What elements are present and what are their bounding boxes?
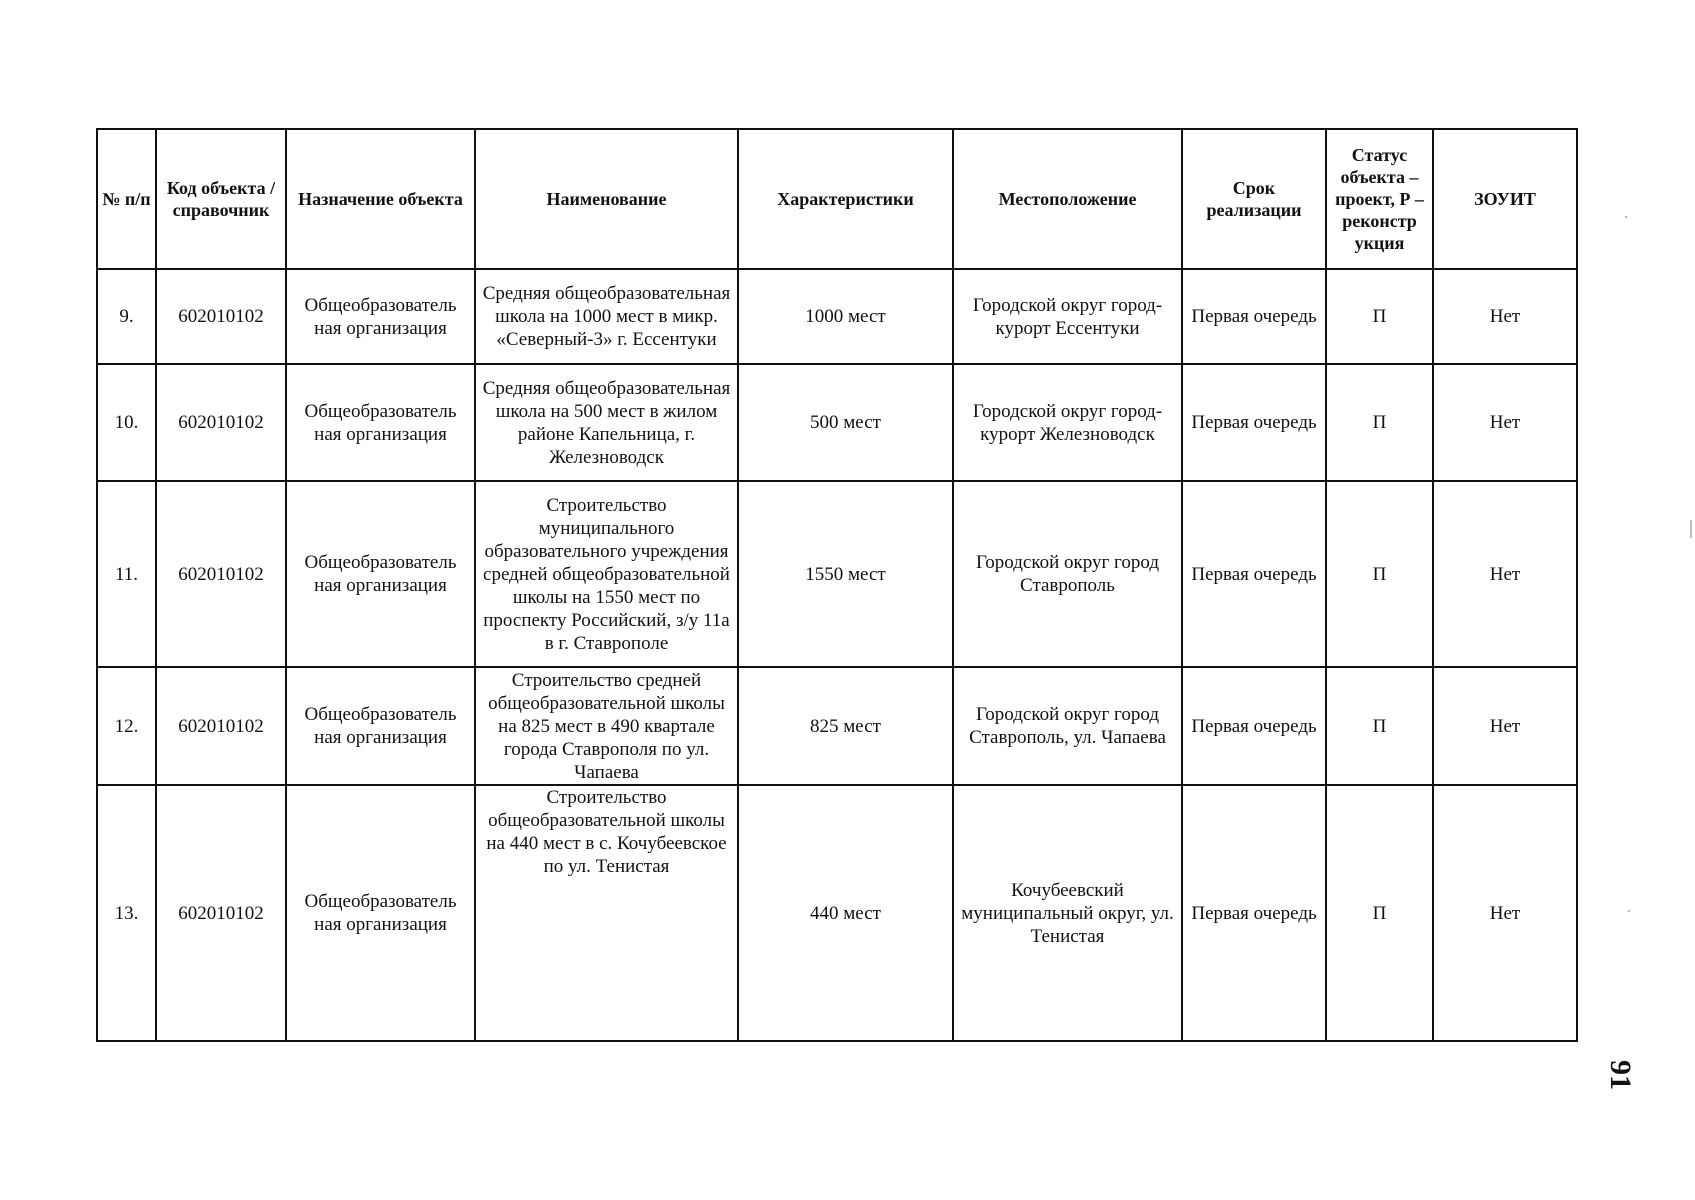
cell-zouit: Нет xyxy=(1433,481,1577,667)
cell-status: П xyxy=(1326,269,1433,364)
cell-term: Первая очередь xyxy=(1182,269,1326,364)
cell-code: 602010102 xyxy=(156,667,286,785)
cell-name: Средняя общеобразовательная школа на 500 мест в жилом районе Капельница, г. Железноводск xyxy=(475,364,738,481)
cell-code: 602010102 xyxy=(156,364,286,481)
cell-status: П xyxy=(1326,785,1433,1041)
cell-purpose: Общеобразователь ная организация xyxy=(286,481,475,667)
cell-term: Первая очередь xyxy=(1182,481,1326,667)
header-zouit: ЗОУИТ xyxy=(1433,129,1577,269)
cell-location: Городской округ город Ставрополь, ул. Чапаева xyxy=(953,667,1182,785)
cell-status: П xyxy=(1326,667,1433,785)
header-status: Статус объекта – проект, Р – реконстр укция xyxy=(1326,129,1433,269)
header-name: Наименование xyxy=(475,129,738,269)
cell-term: Первая очередь xyxy=(1182,667,1326,785)
cell-num: 12. xyxy=(97,667,156,785)
cell-name: Средняя общеобразовательная школа на 1000 мест в микр. «Северный-3» г. Ессентуки xyxy=(475,269,738,364)
header-characteristics: Характеристики xyxy=(738,129,953,269)
cell-zouit: Нет xyxy=(1433,785,1577,1041)
table-row xyxy=(97,481,1577,667)
cell-characteristics: 1000 мест xyxy=(738,269,953,364)
cell-num: 11. xyxy=(97,481,156,667)
cell-characteristics: 825 мест xyxy=(738,667,953,785)
table-header-row xyxy=(97,129,1577,269)
cell-status: П xyxy=(1326,364,1433,481)
cell-num: 13. xyxy=(97,785,156,1041)
cell-name: Строительство общеобразовательной школы на 440 мест в с. Кочубеевское по ул. Тенистая xyxy=(475,785,738,1041)
cell-characteristics: 1550 мест xyxy=(738,481,953,667)
cell-name: Строительство средней общеобразовательной школы на 825 мест в 490 квартале города Ставрополя по ул. Чапаева xyxy=(475,667,738,785)
cell-location: Городской округ город-курорт Железноводск xyxy=(953,364,1182,481)
header-term: Срок реализации xyxy=(1182,129,1326,269)
table-row xyxy=(97,269,1577,364)
header-code: Код объекта / справочник xyxy=(156,129,286,269)
cell-code: 602010102 xyxy=(156,481,286,667)
cell-zouit: Нет xyxy=(1433,364,1577,481)
cell-term: Первая очередь xyxy=(1182,364,1326,481)
table-row xyxy=(97,364,1577,481)
scan-edge-mark xyxy=(1690,520,1692,538)
header-location: Местоположение xyxy=(953,129,1182,269)
cell-term: Первая очередь xyxy=(1182,785,1326,1041)
cell-location: Городской округ город Ставрополь xyxy=(953,481,1182,667)
cell-status: П xyxy=(1326,481,1433,667)
cell-purpose: Общеобразователь ная организация xyxy=(286,667,475,785)
page-number: 91 xyxy=(1604,1060,1637,1090)
cell-code: 602010102 xyxy=(156,269,286,364)
cell-name: Строительство муниципального образовательного учреждения средней общеобразовательной школы на 1550 мест по проспекту Российский, з/у 11а в г. Ставрополе xyxy=(475,481,738,667)
cell-location: Кочубеевский муниципальный округ, ул. Тенистая xyxy=(953,785,1182,1041)
header-purpose: Назначение объекта xyxy=(286,129,475,269)
cell-characteristics: 500 мест xyxy=(738,364,953,481)
scan-speck xyxy=(1625,216,1627,218)
cell-num: 10. xyxy=(97,364,156,481)
scan-speck xyxy=(1628,910,1630,912)
cell-characteristics: 440 мест xyxy=(738,785,953,1041)
cell-code: 602010102 xyxy=(156,785,286,1041)
cell-purpose: Общеобразователь ная организация xyxy=(286,364,475,481)
cell-num: 9. xyxy=(97,269,156,364)
cell-location: Городской округ город-курорт Ессентуки xyxy=(953,269,1182,364)
cell-purpose: Общеобразователь ная организация xyxy=(286,785,475,1041)
cell-zouit: Нет xyxy=(1433,269,1577,364)
cell-zouit: Нет xyxy=(1433,667,1577,785)
objects-table xyxy=(96,128,1578,1042)
cell-purpose: Общеобразователь ная организация xyxy=(286,269,475,364)
header-num: № п/п xyxy=(97,129,156,269)
table-row xyxy=(97,667,1577,785)
table-row xyxy=(97,785,1577,1041)
